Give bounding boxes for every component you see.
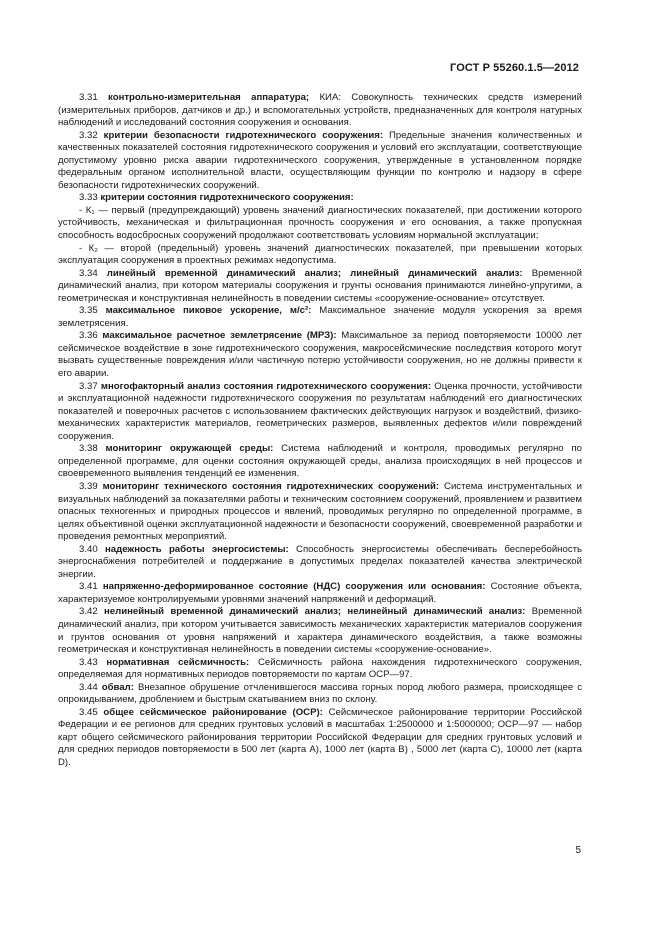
definition-text: КИА: Совокупность технических средств измерений (измерительных приборов, датчиков и др.) и вспомогательных устройств, предназначенных для контроля натурных наблюдений и исследований состояния сооружения и основания. xyxy=(58,92,582,129)
term: критерии безопасности гидротехнического сооружения: xyxy=(103,129,384,141)
definition-paragraph xyxy=(58,657,582,682)
definition-paragraph xyxy=(58,192,582,205)
definition-paragraph xyxy=(58,443,582,481)
definition-text: Система наблюдений и контроля, проводимых регулярно по определенной программе, для оценки состояния окружающей среды, анализа происходящих в ней процессов и своевременного выявления тенденций ее изменения. xyxy=(58,443,582,480)
term: обвал: xyxy=(101,681,134,693)
definition-text: Максимальное значение модуля ускорения за время землетрясения. xyxy=(58,305,582,329)
definition-paragraph xyxy=(58,330,582,380)
clause-number: 3.36 xyxy=(79,330,103,342)
term: общее сейсмическое районирование (ОСР): xyxy=(103,706,323,718)
term: мониторинг окружающей среды: xyxy=(105,443,274,455)
definition-text: Оценка прочности, устойчивости и эксплуатационной надежности гидротехнического сооружения по результатам наблюдений его диагностических показателей и поверочных расчетов с использованием фактических действующих нагрузок и воздействий, физико-механических характеристик материалов, геометрических размеров, выявленных дефектов и/или повреждений сооружения. xyxy=(58,380,582,442)
term: линейный временной динамический анализ; линейный динамический анализ: xyxy=(106,267,523,279)
clause-number: 3.45 xyxy=(79,706,104,718)
page-number: 5 xyxy=(575,845,581,856)
definition-paragraph xyxy=(58,606,582,656)
clause-number: 3.37 xyxy=(79,380,101,392)
clause-number: 3.44 xyxy=(79,681,102,693)
definition-text: Внезапное обрушение отчленившегося массива горных пород любого размера, происходящее с опрокидыванием, дроблением и быстрым скатыванием вниз по склону. xyxy=(58,681,582,706)
definition-paragraph xyxy=(58,544,582,582)
clause-number: 3.41 xyxy=(79,581,103,593)
definition-paragraph xyxy=(58,243,582,268)
term: многофакторный анализ состояния гидротехнического сооружения: xyxy=(100,380,432,392)
definition-text: Предельные значения количественных и качественных показателей состояния гидротехнического сооружения и условий его эксплуатации, соответствующие допустимому уровню риска аварии гидротехнического сооружения, утвержденные в установленном порядке федеральным органом исполнительной власти, осуществляющим функции по контролю и надзору в сфере безопасности гидротехнических сооружений. xyxy=(58,129,582,191)
definition-paragraph xyxy=(58,707,582,770)
clause-number: 3.43 xyxy=(79,656,107,668)
definition-paragraph xyxy=(58,92,582,130)
definition-paragraph xyxy=(58,581,582,606)
term: критерии состояния гидротехнического сооружения: xyxy=(100,192,354,204)
clause-number: 3.32 xyxy=(79,129,104,141)
definition-text: - К₁ — первый (предупреждающий) уровень значений диагностических показателей, при достижении которого устойчивость, механическая и фильтрационная прочность сооружения и его основания, а также пропускная способность водосбросных сооружений продолжают соответствовать условиям нормальной эксплуатации; xyxy=(58,204,582,242)
term: надежность работы энергосистемы: xyxy=(104,543,289,555)
definition-text: Максимальное за период повторяемости 10000 лет сейсмическое воздействие в зоне гидротехнического сооружения, макросейсмические последствия которого могут вызвать существенные повреждения и/или частичную потерю устойчивости сооружения, но не должны привести к его аварии. xyxy=(58,330,582,380)
term: нормативная сейсмичность: xyxy=(106,656,250,668)
term: нелинейный временной динамический анализ; нелинейный динамический анализ: xyxy=(104,606,526,618)
definition-paragraph xyxy=(58,130,582,193)
definition-text: Состояние объекта, характеризуемое контролируемыми уровнями значений напряжений и деформаций. xyxy=(58,581,583,605)
clause-number: 3.35 xyxy=(79,305,106,317)
clause-number: 3.34 xyxy=(79,267,107,279)
term: максимальное расчетное землетрясение (МРЗ): xyxy=(102,330,337,342)
definition-text: Сейсмическое районирование территории Российской Федерации и ее регионов для средних грунтовых условий в масштабах 1:2500000 и 1:5000000; ОСР—97 — набор карт общего сейсмического районирования территории Российской Федерации для средних грунтовых условий и для средних периодов повторяемости в 500 лет (карта А), 1000 лет (карта В) , 5000 лет (карта С), 10000 лет (карта D). xyxy=(58,706,583,768)
term: мониторинг технического состояния гидротехнических сооружений: xyxy=(102,480,440,492)
definition-paragraph xyxy=(58,205,582,243)
clause-number: 3.31 xyxy=(79,92,109,103)
term: напряженно-деформированное состояние (НДС) сооружения или основания: xyxy=(102,581,486,593)
clause-number: 3.40 xyxy=(79,543,105,555)
definition-text: Временной динамический анализ, при котором учитывается зависимость механических характеристик материалов сооружения и грунтов основания от уровня напряжений и характера динамического воздействия, а также возможны геометрическая и конструктивная нелинейность в поведении системы «сооружение-основание». xyxy=(58,606,582,656)
term: контрольно-измерительная аппаратура; xyxy=(108,92,310,103)
term: максимальное пиковое ускорение, м/с²: xyxy=(105,305,312,317)
definition-paragraph xyxy=(58,682,582,707)
definition-paragraph xyxy=(58,381,582,444)
clause-number: 3.42 xyxy=(79,606,105,618)
definition-paragraph xyxy=(58,481,582,544)
definition-text: Способность энергосистемы обеспечивать бесперебойность энергоснабжения потребителей и поддержание в допустимых пределах показателей качества электрической энергии. xyxy=(58,543,583,580)
definition-text: - К₂ — второй (предельный) уровень значений диагностических показателей, при превышении которых эксплуатация сооружения в проектных режимах недопустима. xyxy=(58,242,582,267)
definition-text: Система инструментальных и визуальных наблюдений за показателями работы и техническим состоянием сооружений, проявлением и развитием опасных техногенных и природных процессов и явлений, проводимых регулярно по определенной программе, в целях объективной оценки эксплуатационной надежности и безопасности сооружений, своевременной разработки и проведения ремонтных мероприятий. xyxy=(58,480,582,543)
clause-number: 3.39 xyxy=(79,480,103,492)
clause-number: 3.33 xyxy=(79,192,101,204)
definition-paragraph xyxy=(58,268,582,306)
definition-text: Временной динамический анализ, при котором материалы сооружения и грунты основания принимаются линейно-упругими, а геометрическая и конструктивная нелинейность в поведении системы «сооружение-основание» отсутствует. xyxy=(58,267,582,304)
clause-number: 3.38 xyxy=(79,443,106,455)
standard-header: ГОСТ Р 55260.1.5—2012 xyxy=(450,62,579,74)
document-body xyxy=(58,92,582,770)
definition-text: Сейсмичность района нахождения гидротехнического сооружения, определяемая для нормативных периодов повторяемости по картам ОСР—97. xyxy=(58,656,582,681)
definition-paragraph xyxy=(58,305,582,330)
